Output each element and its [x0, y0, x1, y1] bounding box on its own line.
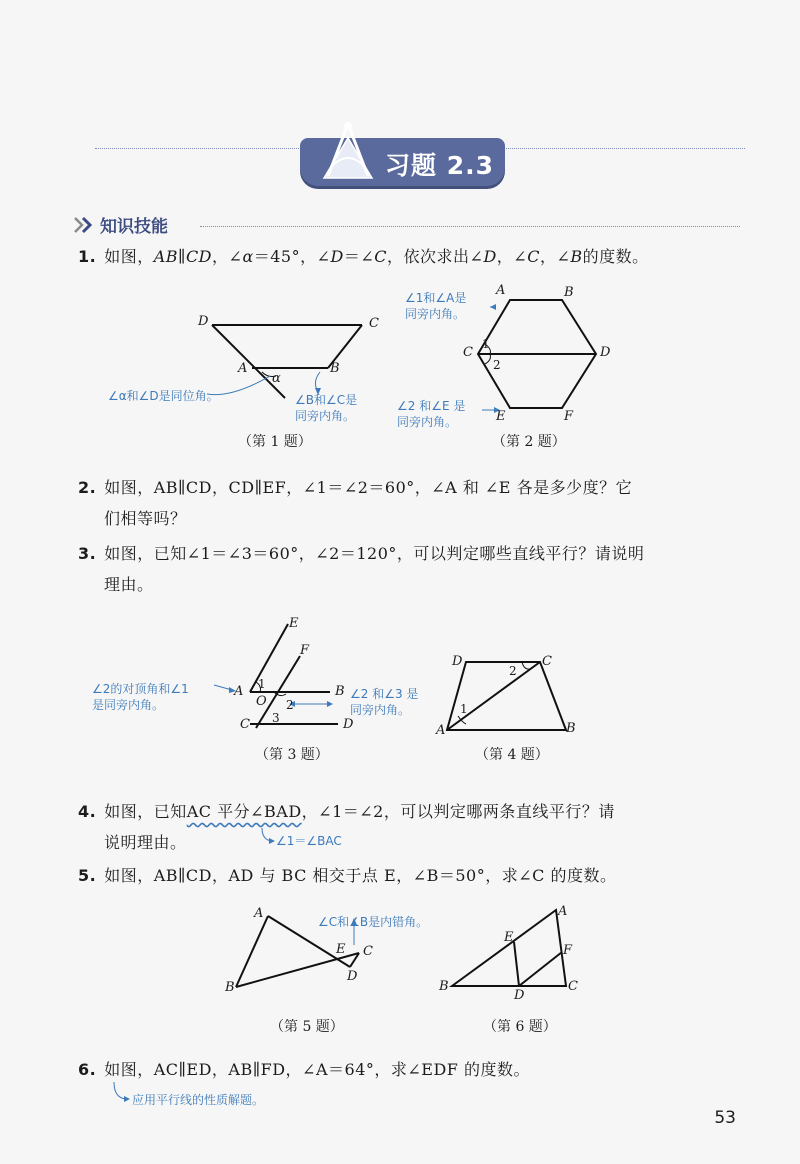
fig4-label-C: C [542, 654, 552, 669]
fig3-label-D: D [343, 717, 354, 732]
fig3-note-a2: 是同旁内角。 [92, 698, 165, 712]
fig3-label-O: O [256, 694, 267, 709]
fig3-label-3: 3 [272, 711, 280, 725]
fig5-label-C: C [363, 944, 373, 959]
fig2-label-F: F [564, 409, 574, 424]
fig2-label-1: 1 [482, 337, 490, 351]
page-number: 53 [714, 1108, 736, 1128]
fig1-note-b1: ∠B和∠C是 [295, 393, 358, 407]
fig6-label-D: D [514, 988, 525, 1003]
fig5-label-B: B [225, 980, 235, 995]
fig2-note-b2: 同旁内角。 [397, 415, 458, 429]
fig3-note-a1: ∠2的对顶角和∠1 [92, 682, 189, 696]
section-title: 知识技能 [100, 217, 168, 237]
exercise-title: 习题 2.3 [385, 151, 494, 180]
fig4-label-1: 1 [460, 702, 468, 716]
fig1-label-D: D [198, 314, 209, 329]
q6-note: 应用平行线的性质解题。 [132, 1093, 265, 1107]
fig2-label-D: D [600, 345, 611, 360]
fig1-label-C: C [369, 316, 379, 331]
fig3-label-B: B [335, 684, 345, 699]
fig1-label-alpha: α [272, 371, 281, 386]
fig3-label-A: A [234, 684, 244, 699]
fig5-label-A: A [254, 906, 264, 921]
wavy-underline-text: AC 平分∠BAD [186, 802, 302, 821]
fig3-label-1: 1 [258, 677, 266, 691]
fig4-caption: （第 4 题） [475, 747, 549, 763]
fig1-caption: （第 1 题） [238, 434, 312, 450]
fig6-label-F: F [563, 943, 573, 958]
fig5-caption: （第 5 题） [270, 1019, 344, 1035]
fig1-label-B: B [330, 361, 340, 376]
question-2: 2. 如图，AB∥CD，CD∥EF，∠1＝∠2＝60°，∠A 和 ∠E 各是多少度？它 们相等吗？ [78, 478, 633, 528]
fig4-label-D: D [452, 654, 463, 669]
fig6-label-E: E [504, 930, 514, 945]
fig4-label-B: B [566, 721, 576, 736]
fig2-note-b1: ∠2 和∠E 是 [397, 399, 466, 413]
fig3-note-b1: ∠2 和∠3 是 [350, 687, 419, 701]
fig2-note-a2: 同旁内角。 [405, 307, 466, 321]
fig5-note: ∠C和∠B是内错角。 [318, 915, 429, 929]
fig3-label-2: 2 [286, 698, 294, 712]
fig2-label-C: C [463, 345, 473, 360]
fig6-label-B: B [439, 979, 449, 994]
question-3: 3. 如图，已知∠1＝∠3＝60°，∠2＝120°，可以判定哪些直线平行？请说明 理由。 [78, 544, 645, 594]
fig3-label-E: E [289, 616, 299, 631]
fig3-note-b2: 同旁内角。 [350, 703, 411, 717]
fig5-label-D: D [347, 969, 358, 984]
fig2-label-B: B [564, 285, 574, 300]
fig1-note: ∠α和∠D是同位角。 [108, 389, 219, 403]
fig3-label-C: C [240, 717, 250, 732]
question-5: 5. 如图，AB∥CD，AD 与 BC 相交于点 E，∠B＝50°，求∠C 的度数。 [78, 866, 617, 885]
fig4-label-A: A [436, 723, 446, 738]
fig6-label-C: C [568, 979, 578, 994]
fig2-label-E: E [496, 409, 506, 424]
fig2-label-A: A [496, 283, 506, 298]
fig2-label-2: 2 [493, 358, 501, 372]
fig6-label-A: A [558, 904, 568, 919]
fig3-caption: （第 3 题） [255, 747, 329, 763]
fig5-label-E: E [336, 942, 346, 957]
fig6-caption: （第 6 题） [483, 1019, 557, 1035]
fig2-caption: （第 2 题） [492, 434, 566, 450]
question-6: 6. 如图，AC∥ED，AB∥FD，∠A＝64°，求∠EDF 的度数。 [78, 1060, 530, 1079]
fig3-label-F: F [300, 643, 310, 658]
question-1: 1. 如图，AB∥CD，∠α＝45°，∠D＝∠C，依次求出∠D，∠C，∠B的度数。 [78, 247, 649, 266]
question-4: 4. 如图，已知AC 平分∠BAD，∠1＝∠2，可以判定哪两条直线平行？请 说明理由。 [78, 802, 615, 852]
fig1-label-A: A [238, 361, 248, 376]
fig1-note-b2: 同旁内角。 [295, 409, 356, 423]
q4-note: ∠1＝∠BAC [276, 834, 342, 848]
fig4-label-2: 2 [509, 664, 517, 678]
fig2-note-a1: ∠1和∠A是 [405, 291, 467, 305]
